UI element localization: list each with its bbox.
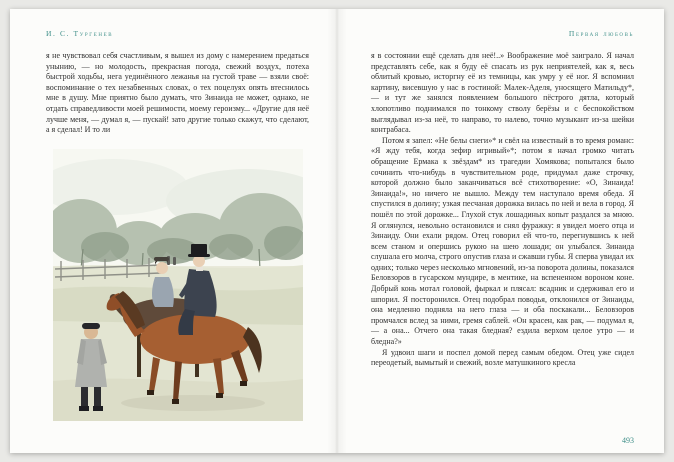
paragraph: я не чувствовал себя счастливым, я вышел из дому с намерением предаться унынию, — но молодость, прекрасная погода, свежий воздух, потеха быстрой ходьбы, нега уединённого лежанья на густой траве — взяли своё: воспоминание о тех незабвенных словах, о тех поцелуях опять втеснилось мне в душу. Мне приятно было думать, что Зинаида не может, однако, не отдать справедливости моей решимости, моему героизму... «Другие для неё лучше меня, — думал я, — пускай! зато другие только скажут, что сделают, а я сделал! И то ли [46,51,309,135]
running-head-author: И. С. Тургенев [46,29,114,38]
paragraph: Я удвоил шаги и поспел домой перед самым обедом. Отец уже сидел переодетый, вымытый и свежий, возле матушкиного кресла [371,347,634,368]
right-text-block [371,51,634,369]
right-page [337,9,664,453]
riders-illustration [53,149,303,421]
left-text-block [46,51,309,136]
paragraph: я в состоянии ещё сделать для неё!..» Воображение моё заиграло. Я начал представлять себе, как я буду её спасать из рук неприятелей, как я, весь облитый кровью, исторгну её из темницы, как умру у её ног. Я вспомнил картину, висевшую у нас в гостиной: Малек-Аделя, уносящего Матильду*, — и тут же занялся появлением большого пёстрого дятла, который хлопотливо поднимался по тонкому стволу берёзы и с беспокойством выглядывал из-за неё, то направо, то налево, точно музыкант из-за шейки контрабаса. [371,51,634,135]
left-page [10,9,337,453]
page-number: 493 [622,436,634,445]
book-spread [10,9,664,453]
paragraph: Потом я запел: «Не белы снеги»* и свёл на известный в то время романс: «Я жду тебя, когда зефир игривый»*; потом я начал громко читать обращение Ермака к звёздам* из трагедии Хомякова; попытался было сочинить что-нибудь в чувствительном роде, придумал даже строчку, которой должно было заканчиваться всё стихотворение: «О, Зинаида! Зинаида!», но ничего не вышло. Между тем наступало время обеда. Я спустился в долину; узкая песчаная дорожка вилась по ней и вела в город. Я пошёл по этой дорожке... Глухой стук лошадиных копыт раздался за мною. Я оглянулся, невольно остановился и снял фуражку: я увидел моего отца и Зинаиду. Они ехали рядом. Отец говорил ей что-то, перегнувшись к ней всем станом и опершись рукою на шею лошади; он улыбался. Зинаида слушала его молча, строго опустив глаза и сжавши губы. Я сперва увидал их одних; только через несколько мгновений, из-за поворота долины, показался Беловзоров в гусарском мундире, в ментике, на вспененном вороном коне. Добрый конь мотал головой, фыркал и плясал: всадник и сдерживал его и шпорил. Я посторонился. Отец подобрал поводья, отклонился от Зинаиды, она медленно подняла на него глаза — и оба поскакали... Беловзоров промчался вслед за ними, гремя саблей. «Он красен, как рак, — подумал я, — а она... Отчего она такая бледная? ездила верхом целое утро — и бледна?» [371,135,634,347]
running-head-title: Первая любовь [568,29,634,38]
